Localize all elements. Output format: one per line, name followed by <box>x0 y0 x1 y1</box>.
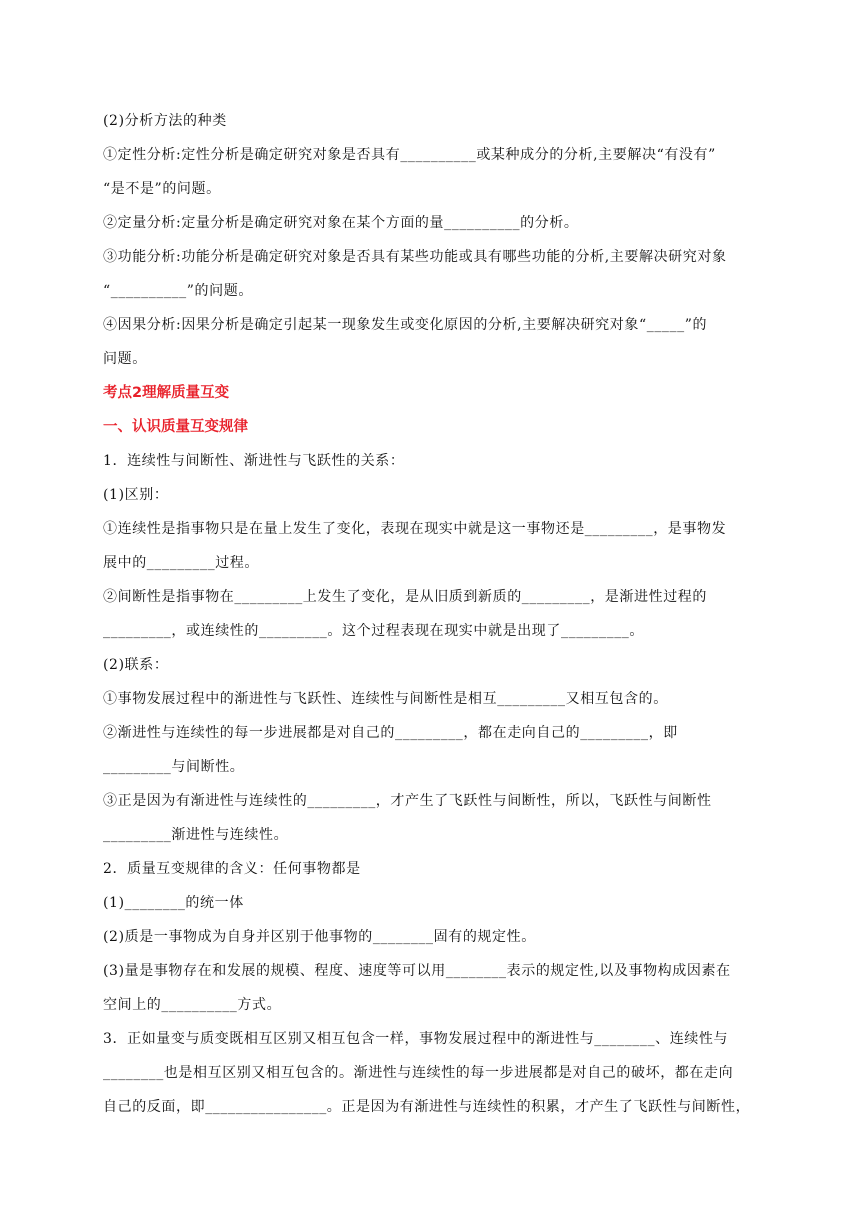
discontinuity-line-2: _________，或连续性的_________。这个过程表现在现实中就是出现了_________。 <box>103 623 644 639</box>
item-3-line-1: 3．正如量变与质变既相互区别又相互包含一样，事物发展过程中的渐进性与________、连续性与 <box>103 1031 729 1047</box>
section-heading-law: 一、认识质量互变规律 <box>103 419 248 435</box>
connection-line-3b: _________渐进性与连续性。 <box>103 827 289 843</box>
causal-analysis-line-1: ④因果分析:因果分析是确定引起某一现象发生或变化原因的分析,主要解决研究对象“_____”的 <box>103 317 708 333</box>
item-3-line-2: ________也是相互区别又相互包含的。渐进性与连续性的每一步进展都是对自己的破坏，都在走向 <box>103 1065 734 1081</box>
qualitative-analysis-line-1: ①定性分析:定性分析是确定研究对象是否具有__________或某种成分的分析,主要解决“有没有” <box>103 147 716 163</box>
quantitative-analysis-line: ②定量分析:定量分析是确定研究对象在某个方面的量__________的分析。 <box>103 215 579 231</box>
connection-line-2b: _________与间断性。 <box>103 759 245 775</box>
connection-label: (2)联系： <box>103 657 169 673</box>
functional-analysis-line-2: “__________”的问题。 <box>103 283 253 299</box>
continuity-line-2: 展中的_________过程。 <box>103 555 259 571</box>
section-2-title: (2)分析方法的种类 <box>103 113 227 129</box>
difference-label: (1)区别： <box>103 487 169 503</box>
item-2-title: 2．质量互变规律的含义：任何事物都是 <box>103 861 361 877</box>
connection-line-1: ①事物发展过程中的渐进性与飞跃性、连续性与间断性是相互_________又相互包含的。 <box>103 691 668 707</box>
continuity-line-1: ①连续性是指事物只是在量上发生了变化，表现在现实中就是这一事物还是_________，是事物发 <box>103 521 727 537</box>
discontinuity-line-1: ②间断性是指事物在_________上发生了变化，是从旧质到新质的_________，是渐进性过程的 <box>103 589 707 605</box>
item-2-sub-3a: (3)量是事物存在和发展的规模、程度、速度等可以用________表示的规定性,以及事物构成因素在 <box>103 963 731 979</box>
item-2-sub-3b: 空间上的__________方式。 <box>103 997 282 1013</box>
item-1-title: 1．连续性与间断性、渐进性与飞跃性的关系： <box>103 453 405 469</box>
connection-line-3a: ③正是因为有渐进性与连续性的_________，才产生了飞跃性与间断性，所以，飞跃性与间断性 <box>103 793 712 809</box>
item-2-sub-1: (1)________的统一体 <box>103 895 244 911</box>
causal-analysis-line-2: 问题。 <box>103 351 147 367</box>
qualitative-analysis-line-2: “是不是”的问题。 <box>103 181 221 197</box>
exam-point-heading: 考点2理解质量互变 <box>103 385 230 401</box>
connection-line-2a: ②渐进性与连续性的每一步进展都是对自己的_________，都在走向自己的_________，即 <box>103 725 678 741</box>
item-2-sub-2: (2)质是一事物成为自身并区别于他事物的________固有的规定性。 <box>103 929 536 945</box>
document-page <box>103 104 763 1124</box>
item-3-line-3: 自己的反面，即________________。正是因为有渐进性与连续性的积累，才产生了飞跃性与间断性， <box>103 1099 751 1115</box>
functional-analysis-line-1: ③功能分析:功能分析是确定研究对象是否具有某些功能或具有哪些功能的分析,主要解决研究对象 <box>103 249 727 265</box>
